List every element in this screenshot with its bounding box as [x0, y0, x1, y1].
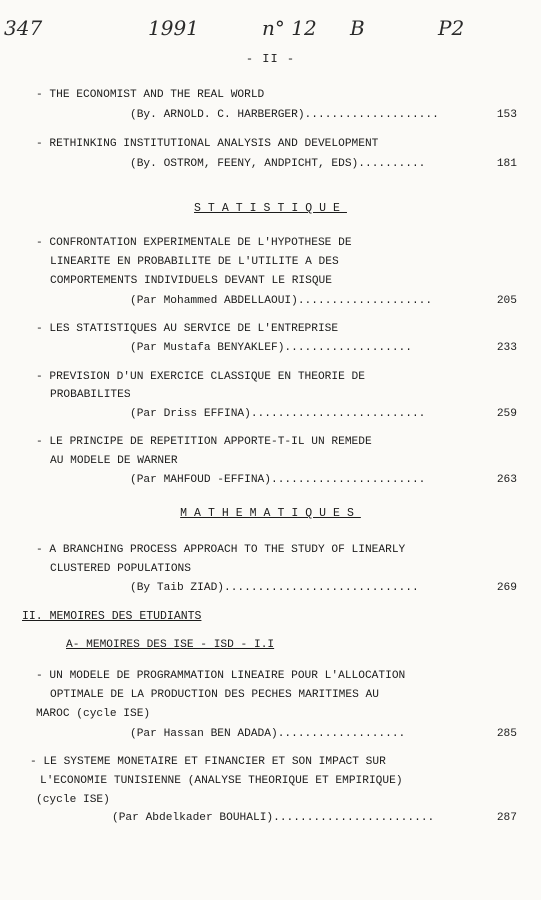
page-number: - II - [245, 52, 296, 66]
entry-title: CLUSTERED POPULATIONS [50, 563, 191, 575]
entry-author: (By. ARNOLD. C. HARBERGER).................... [130, 109, 439, 121]
entry-title: - UN MODELE DE PROGRAMMATION LINEAIRE POUR L'ALLOCATION [36, 670, 406, 682]
entry-page: 205 [496, 295, 517, 307]
entry-title: - A BRANCHING PROCESS APPROACH TO THE STUDY OF LINEARLY [36, 544, 406, 556]
entry-author: (By. OSTROM, FEENY, ANDPICHT, EDS).......... [130, 158, 426, 170]
entry-title: - THE ECONOMIST AND THE REAL WORLD [36, 89, 265, 101]
entry-title: (cycle ISE) [36, 794, 110, 806]
handwritten-note: P2 [438, 16, 465, 40]
entry-author: (Par Mustafa BENYAKLEF)................... [130, 342, 412, 354]
entry-title: PROBABILITES [50, 389, 131, 401]
entry-title: MAROC (cycle ISE) [36, 708, 151, 720]
entry-author: (Par MAHFOUD -EFFINA)....................... [130, 474, 426, 486]
entry-author: (Par Mohammed ABDELLAOUI).................... [130, 295, 433, 307]
entry-author: (Par Driss EFFINA).......................... [130, 408, 426, 420]
subsection-heading-ise: A- MEMOIRES DES ISE - ISD - I.I [66, 639, 275, 651]
entry-title: - LE PRINCIPE DE REPETITION APPORTE-T-IL UN REMEDE [36, 436, 372, 448]
entry-page: 285 [496, 728, 517, 740]
entry-page: 259 [496, 408, 517, 420]
entry-title: - RETHINKING INSTITUTIONAL ANALYSIS AND DEVELOPMENT [36, 138, 379, 150]
entry-title: COMPORTEMENTS INDIVIDUELS DEVANT LE RISQUE [50, 275, 332, 287]
section-heading-statistique: STATISTIQUE [194, 202, 347, 215]
handwritten-note: 1991 [148, 16, 199, 40]
entry-page: 269 [496, 582, 517, 594]
entry-title: - CONFRONTATION EXPERIMENTALE DE L'HYPOTHESE DE [36, 237, 352, 249]
handwritten-note: 347 [4, 16, 43, 40]
entry-title: - PREVISION D'UN EXERCICE CLASSIQUE EN THEORIE DE [36, 371, 365, 383]
entry-title: - LE SYSTEME MONETAIRE ET FINANCIER ET SON IMPACT SUR [30, 756, 386, 768]
section-heading-memoires: II. MEMOIRES DES ETUDIANTS [22, 610, 202, 623]
entry-page: 181 [496, 158, 517, 170]
entry-author: (Par Hassan BEN ADADA)................... [130, 728, 406, 740]
handwritten-note: B [350, 16, 365, 40]
handwritten-note: n° 12 [262, 16, 317, 40]
entry-page: 153 [496, 109, 517, 121]
entry-author: (Par Abdelkader BOUHALI)........................ [112, 812, 435, 824]
entry-page: 263 [496, 474, 517, 486]
entry-title: OPTIMALE DE LA PRODUCTION DES PECHES MARITIMES AU [50, 689, 379, 701]
entry-title: LINEARITE EN PROBABILITE DE L'UTILITE A DES [50, 256, 339, 268]
entry-page: 287 [496, 812, 517, 824]
entry-title: AU MODELE DE WARNER [50, 455, 178, 467]
entry-page: 233 [496, 342, 517, 354]
section-heading-mathematiques: MATHEMATIQUES [180, 507, 361, 520]
entry-author: (By Taib ZIAD)............................. [130, 582, 419, 594]
entry-title: - LES STATISTIQUES AU SERVICE DE L'ENTREPRISE [36, 323, 339, 335]
entry-title: L'ECONOMIE TUNISIENNE (ANALYSE THEORIQUE ET EMPIRIQUE) [40, 775, 403, 787]
